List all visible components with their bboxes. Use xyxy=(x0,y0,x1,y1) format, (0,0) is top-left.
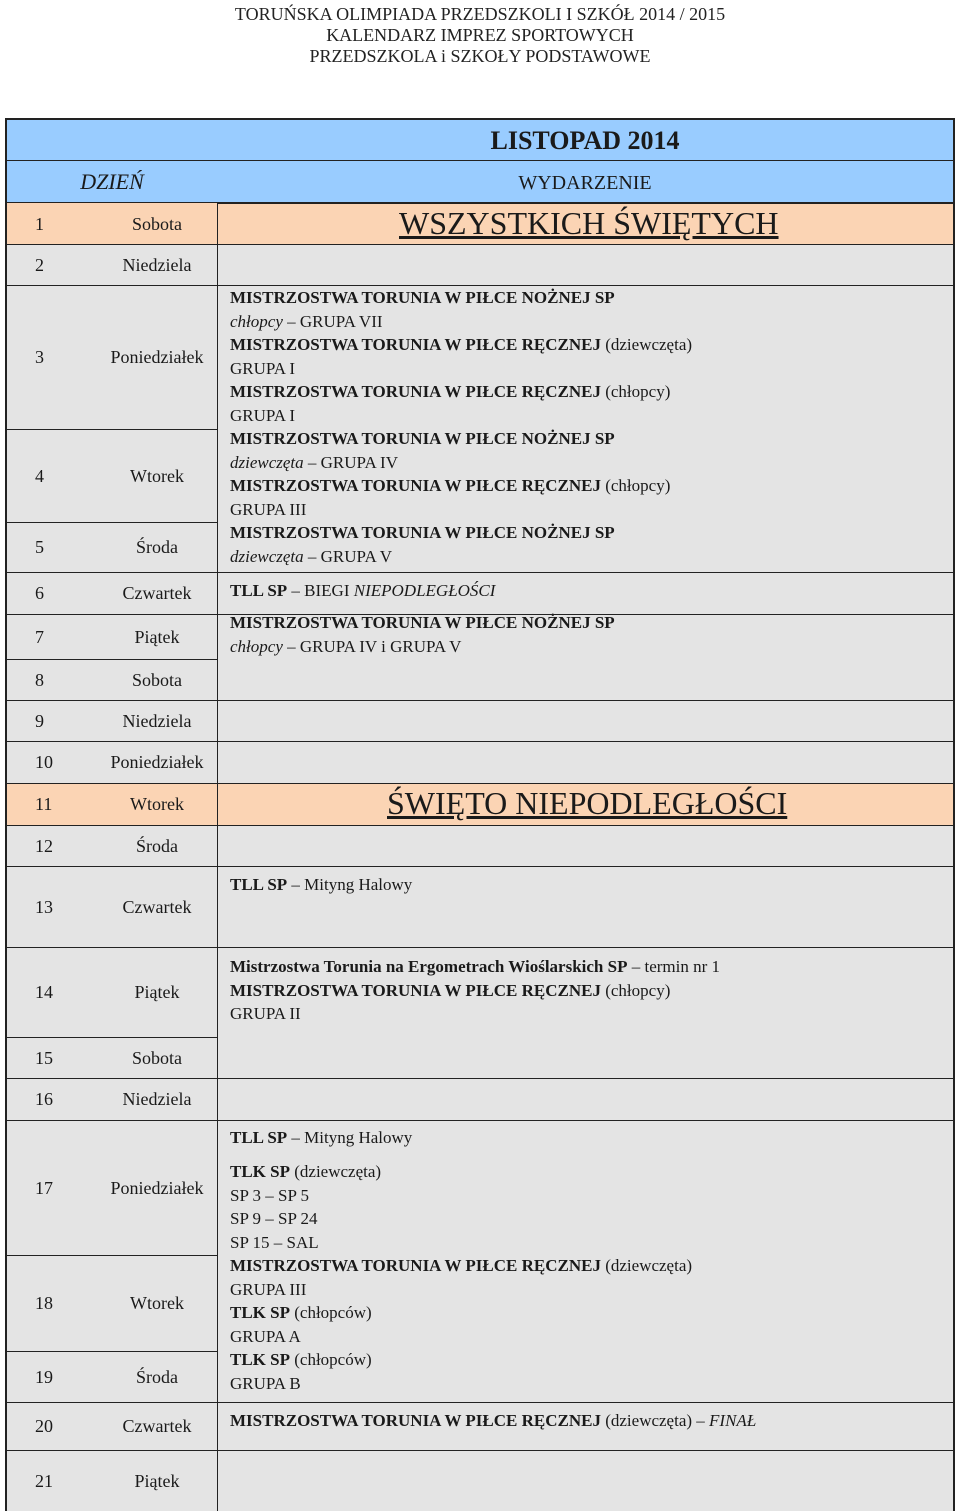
month-title: LISTOPAD 2014 xyxy=(490,126,680,155)
row-divider xyxy=(7,285,217,286)
day-row xyxy=(7,659,217,700)
day-row xyxy=(7,522,217,572)
event-line xyxy=(230,1231,692,1255)
event-line xyxy=(230,545,692,569)
event-text: (dziewczęta) xyxy=(600,1256,693,1275)
day-row xyxy=(7,1351,217,1402)
column-header-row xyxy=(7,160,953,202)
event-cell xyxy=(217,203,953,244)
row-divider xyxy=(217,244,953,245)
event-cell xyxy=(217,614,953,700)
row-divider xyxy=(7,866,217,867)
day-number: 21 xyxy=(35,1470,53,1491)
calendar-table xyxy=(5,118,955,1511)
day-name: Wtorek xyxy=(130,1293,184,1313)
event-line xyxy=(230,579,495,603)
event-cell xyxy=(217,1078,953,1120)
row-divider xyxy=(217,947,953,948)
day-name: Sobota xyxy=(131,213,182,234)
event-text: (chłopców) xyxy=(290,1303,372,1322)
column-divider xyxy=(217,202,218,1511)
event-line xyxy=(230,1278,692,1302)
day-row xyxy=(7,741,217,783)
row-divider xyxy=(217,285,953,286)
day-name: Niedziela xyxy=(122,1089,192,1109)
event-text: (chłopcy) xyxy=(600,382,671,401)
day-name: Sobota xyxy=(131,1047,182,1068)
day-number: 3 xyxy=(35,347,44,367)
day-name: Czwartek xyxy=(122,583,192,603)
event-text: GRUPA III xyxy=(230,1279,307,1299)
event-line xyxy=(230,1002,720,1026)
day-number: 9 xyxy=(35,710,44,731)
event-text: GRUPA I xyxy=(230,358,296,378)
event-cell xyxy=(217,783,953,825)
event-line xyxy=(230,498,692,522)
event-text-italic: chłopcy xyxy=(230,311,283,331)
event-text: (dziewczęta) – xyxy=(600,1411,710,1430)
day-number: 19 xyxy=(35,1366,53,1387)
day-row xyxy=(7,866,217,947)
event-cell xyxy=(217,947,953,1078)
event-text: (dziewczęta) xyxy=(600,335,693,354)
day-name: Piątek xyxy=(134,1470,180,1491)
event-line xyxy=(230,1126,412,1150)
event-text-bold: MISTRZOSTWA TORUNIA W PIŁCE RĘCZNEJ xyxy=(230,335,601,354)
event-line xyxy=(230,1207,692,1231)
event-text: – GRUPA IV xyxy=(303,452,398,472)
event-cell xyxy=(217,741,953,783)
day-row xyxy=(7,1402,217,1450)
event-text-bold: TLL SP xyxy=(230,1128,288,1147)
day-number: 14 xyxy=(35,982,53,1002)
day-number: 10 xyxy=(35,752,53,772)
event-line xyxy=(230,1348,692,1372)
day-row xyxy=(7,783,217,825)
row-divider xyxy=(7,1351,217,1352)
event-text-italic: FINAŁ xyxy=(709,1411,757,1430)
document-header xyxy=(0,0,960,67)
event-text: SP 3 – SP 5 xyxy=(230,1185,310,1205)
event-text-bold: MISTRZOSTWA TORUNIA W PIŁCE NOŻNEJ SP xyxy=(230,523,615,542)
header-line-1: TORUŃSKA OLIMPIADA PRZEDSZKOLI I SZKÓŁ 2014 / 2015 xyxy=(234,4,726,24)
header-divider xyxy=(7,202,953,203)
row-divider xyxy=(217,866,953,867)
day-name: Niedziela xyxy=(122,254,192,275)
event-text-bold: MISTRZOSTWA TORUNIA W PIŁCE RĘCZNEJ xyxy=(230,476,601,495)
row-divider xyxy=(7,1078,217,1079)
event-line xyxy=(230,1409,756,1433)
event-text-block xyxy=(230,873,412,897)
event-text-block xyxy=(230,955,720,1026)
event-text-bold: TLK SP xyxy=(230,1162,290,1181)
event-cell xyxy=(217,572,953,614)
day-name: Poniedziałek xyxy=(110,752,204,772)
row-divider xyxy=(217,741,953,742)
event-text: – GRUPA V xyxy=(303,546,393,566)
event-text: GRUPA B xyxy=(230,1373,301,1393)
event-text-italic: NIEPODLEGŁOŚCI xyxy=(353,581,496,600)
day-name: Wtorek xyxy=(130,465,184,486)
event-text-italic: dziewczęta xyxy=(230,452,304,472)
month-title-row xyxy=(7,120,953,160)
day-name: Środa xyxy=(136,835,178,856)
row-divider xyxy=(7,1402,217,1403)
day-row xyxy=(7,203,217,244)
event-text-block xyxy=(230,286,692,568)
holiday-all-saints: WSZYSTKICH ŚWIĘTYCH xyxy=(399,205,779,241)
day-name: Czwartek xyxy=(122,896,192,917)
day-row xyxy=(7,1450,217,1511)
event-text-block xyxy=(230,1409,756,1433)
event-line xyxy=(230,380,692,404)
day-number: 13 xyxy=(35,896,53,917)
row-divider xyxy=(7,429,217,430)
row-divider xyxy=(217,614,953,615)
row-divider xyxy=(217,1402,953,1403)
day-number: 15 xyxy=(35,1047,53,1068)
event-text: (chłopcy) xyxy=(600,980,671,1000)
event-line xyxy=(230,1254,692,1278)
column-event-header: WYDARZENIE xyxy=(518,172,652,194)
row-divider xyxy=(7,572,217,573)
row-divider xyxy=(7,1255,217,1256)
header-divider xyxy=(7,160,953,161)
row-divider xyxy=(217,825,953,826)
day-number: 2 xyxy=(35,254,44,275)
event-text-bold: MISTRZOSTWA TORUNIA W PIŁCE RĘCZNEJ xyxy=(230,1411,601,1430)
row-divider xyxy=(217,1450,953,1451)
event-text: – Mityng Halowy xyxy=(287,1128,413,1147)
day-name: Poniedziałek xyxy=(110,347,204,367)
day-row xyxy=(7,285,217,429)
row-divider xyxy=(7,522,217,523)
day-row xyxy=(7,1037,217,1078)
event-text: GRUPA III xyxy=(230,499,307,519)
event-line xyxy=(230,873,412,897)
event-line xyxy=(230,979,720,1003)
event-text: – BIEGI xyxy=(287,581,354,600)
day-name: Sobota xyxy=(131,669,182,690)
event-text-bold: MISTRZOSTWA TORUNIA W PIŁCE RĘCZNEJ xyxy=(230,980,601,1000)
row-divider xyxy=(7,614,217,615)
event-cell xyxy=(217,700,953,741)
day-row xyxy=(7,572,217,614)
event-text: GRUPA I xyxy=(230,405,296,425)
event-text-block xyxy=(230,1126,412,1150)
event-text-bold: MISTRZOSTWA TORUNIA W PIŁCE NOŻNEJ SP xyxy=(230,288,615,307)
day-row xyxy=(7,825,217,866)
event-line xyxy=(230,474,692,498)
day-number: 7 xyxy=(35,626,44,647)
day-name: Wtorek xyxy=(130,794,184,814)
event-line xyxy=(230,333,692,357)
day-row xyxy=(7,1120,217,1255)
day-number: 18 xyxy=(35,1293,53,1313)
holiday-independence-day: ŚWIĘTO NIEPODLEGŁOŚCI xyxy=(387,785,788,821)
event-cell xyxy=(217,825,953,866)
day-name: Piątek xyxy=(134,982,180,1002)
day-number: 16 xyxy=(35,1089,53,1109)
event-text: GRUPA A xyxy=(230,1326,301,1346)
event-text: (chłopców) xyxy=(290,1350,372,1369)
day-number: 8 xyxy=(35,669,44,690)
day-number: 4 xyxy=(35,465,44,486)
day-row xyxy=(7,947,217,1037)
row-divider xyxy=(217,203,953,204)
day-number: 5 xyxy=(35,537,44,557)
event-text-block xyxy=(230,1160,692,1395)
row-divider xyxy=(7,659,217,660)
event-text: – GRUPA VII xyxy=(282,311,383,331)
row-divider xyxy=(217,783,953,784)
row-divider xyxy=(7,741,217,742)
event-text: SP 15 – SAL xyxy=(230,1232,319,1252)
event-line xyxy=(230,955,720,979)
event-text-bold: MISTRZOSTWA TORUNIA W PIŁCE NOŻNEJ SP xyxy=(230,613,615,632)
day-number: 20 xyxy=(35,1416,53,1436)
event-line xyxy=(230,521,692,545)
event-cell xyxy=(217,866,953,947)
day-row xyxy=(7,244,217,285)
day-row xyxy=(7,700,217,741)
event-cell xyxy=(217,1120,953,1402)
event-text: (dziewczęta) xyxy=(290,1162,382,1181)
day-row xyxy=(7,614,217,659)
row-divider xyxy=(7,1120,217,1121)
day-name: Niedziela xyxy=(122,710,192,731)
row-divider xyxy=(7,825,217,826)
event-line xyxy=(230,635,615,659)
row-divider xyxy=(7,700,217,701)
day-name: Poniedziałek xyxy=(110,1177,204,1198)
row-divider xyxy=(7,1037,217,1038)
event-line xyxy=(230,1372,692,1396)
event-text-bold: TLK SP xyxy=(230,1350,290,1369)
event-line xyxy=(230,404,692,428)
header-line-2: KALENDARZ IMPREZ SPORTOWYCH xyxy=(326,25,634,45)
event-line xyxy=(230,357,692,381)
event-text: – Mityng Halowy xyxy=(287,875,413,894)
header-line-3: PRZEDSZKOLA i SZKOŁY PODSTAWOWE xyxy=(309,46,651,66)
event-text-bold: TLK SP xyxy=(230,1303,290,1322)
event-line xyxy=(230,1184,692,1208)
event-cell xyxy=(217,285,953,572)
day-name: Piątek xyxy=(134,626,180,647)
event-text-block xyxy=(230,611,615,658)
event-line xyxy=(230,427,692,451)
row-divider xyxy=(217,1078,953,1079)
row-divider xyxy=(7,947,217,948)
day-row xyxy=(7,429,217,522)
row-divider xyxy=(217,700,953,701)
day-number: 1 xyxy=(35,213,44,234)
day-row xyxy=(7,1255,217,1351)
day-row xyxy=(7,1078,217,1120)
row-divider xyxy=(7,1450,217,1451)
event-text-bold: MISTRZOSTWA TORUNIA W PIŁCE NOŻNEJ SP xyxy=(230,429,615,448)
event-text: (chłopcy) xyxy=(600,476,671,495)
event-cell xyxy=(217,244,953,285)
event-line xyxy=(230,451,692,475)
row-divider xyxy=(7,783,217,784)
event-text: GRUPA II xyxy=(230,1004,301,1023)
event-text-bold: TLL SP xyxy=(230,875,288,894)
day-number: 12 xyxy=(35,835,53,856)
day-name: Środa xyxy=(136,537,178,557)
event-line xyxy=(230,1160,692,1184)
event-text: – termin nr 1 xyxy=(627,957,721,976)
row-divider xyxy=(7,244,217,245)
column-day-header: DZIEŃ xyxy=(80,169,144,194)
day-number: 6 xyxy=(35,583,44,603)
event-cell xyxy=(217,1450,953,1511)
event-text-bold: TLL SP xyxy=(230,581,288,600)
day-number: 11 xyxy=(35,794,53,814)
event-text-bold: MISTRZOSTWA TORUNIA W PIŁCE RĘCZNEJ xyxy=(230,1256,601,1275)
event-text: – GRUPA IV i GRUPA V xyxy=(282,636,462,656)
event-cell xyxy=(217,1402,953,1450)
day-name: Środa xyxy=(136,1366,178,1387)
event-line xyxy=(230,1325,692,1349)
event-text-italic: dziewczęta xyxy=(230,546,304,566)
row-divider xyxy=(217,572,953,573)
event-line xyxy=(230,286,692,310)
event-text: SP 9 – SP 24 xyxy=(230,1209,318,1228)
event-line xyxy=(230,310,692,334)
event-text-bold: Mistrzostwa Torunia na Ergometrach Wioślarskich SP xyxy=(230,957,628,976)
day-name: Czwartek xyxy=(122,1416,192,1436)
event-text-bold: MISTRZOSTWA TORUNIA W PIŁCE RĘCZNEJ xyxy=(230,382,601,401)
event-text-block xyxy=(230,579,495,603)
event-text-italic: chłopcy xyxy=(230,636,283,656)
event-line xyxy=(230,1301,692,1325)
day-number: 17 xyxy=(35,1177,53,1198)
row-divider xyxy=(217,1120,953,1121)
